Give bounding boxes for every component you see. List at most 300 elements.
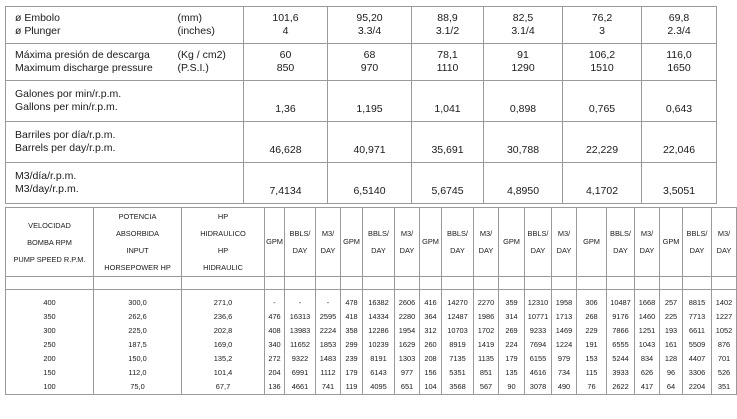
- data-spacer-row: [6, 277, 737, 290]
- cell-value: 1251: [638, 326, 656, 335]
- cell-value: 10703: [447, 326, 468, 335]
- cell-value: 2204: [688, 382, 706, 391]
- data-header-row: [6, 208, 737, 277]
- bbls-day-cell: [285, 338, 316, 352]
- bbls-day-cell: [363, 338, 395, 352]
- spec-value-single: 7,4134: [269, 184, 302, 197]
- gpm-cell: [499, 324, 525, 338]
- spacer-cell: [316, 277, 341, 290]
- m3-day-cell: [635, 310, 660, 324]
- spec-label: [6, 7, 176, 44]
- header-bbls-day: [683, 208, 712, 277]
- header-gpm-text: GPM: [503, 237, 520, 246]
- cell-value: 5509: [688, 340, 706, 349]
- cell-value: 3933: [612, 368, 629, 377]
- cell-value: 9322: [291, 354, 309, 363]
- cell-value: -: [326, 298, 330, 307]
- gpm-cell: [577, 310, 607, 324]
- bbls-day-cell: [442, 380, 474, 395]
- gpm-cell: [420, 290, 442, 311]
- header-m3-line: M3/: [640, 229, 654, 238]
- bbls-day-cell: [285, 324, 316, 338]
- gpm-cell: [499, 366, 525, 380]
- header-hydraulic-hp-line: HIDRAULICO: [200, 229, 246, 238]
- cell-value: 272: [268, 354, 281, 363]
- gpm-cell: [341, 366, 363, 380]
- header-gpm-text: GPM: [583, 237, 600, 246]
- m3-day-cell: [712, 324, 737, 338]
- spec-value: [642, 122, 717, 163]
- cell-value: 193: [664, 326, 678, 335]
- cell-value: 96: [666, 368, 676, 377]
- m3-day-cell: [316, 366, 341, 380]
- spec-value-single: 22,046: [662, 143, 696, 156]
- gpm-cell: [265, 380, 285, 395]
- m3-day-cell: [635, 338, 660, 352]
- hydraulic-hp-value: 202,8: [213, 326, 233, 335]
- bbls-day-cell: [442, 338, 474, 352]
- spacer-cell: [635, 277, 660, 290]
- rpm-value: 250: [43, 340, 56, 349]
- m3-day-cell: [316, 380, 341, 395]
- spec-unit: [176, 7, 244, 44]
- cell-value: 1469: [555, 326, 573, 335]
- cell-value: 626: [640, 368, 654, 377]
- rpm-cell: [6, 338, 94, 352]
- hydraulic-hp-cell: [182, 310, 265, 324]
- header-m3-day: [712, 208, 737, 277]
- bbls-day-cell: [683, 338, 712, 352]
- cell-value: 12487: [447, 312, 468, 321]
- gpm-cell: [660, 290, 683, 311]
- header-bbls-line: DAY: [371, 246, 386, 255]
- gpm-cell: [420, 324, 442, 338]
- spec-row: [6, 163, 717, 204]
- bbls-day-cell: [607, 338, 635, 352]
- spec-row: [6, 122, 717, 163]
- cell-value: 314: [505, 312, 518, 321]
- input-hp-cell: [94, 366, 182, 380]
- cell-value: 4095: [370, 382, 387, 391]
- cell-value: 11652: [289, 340, 310, 349]
- spec-value-single: 4,8950: [506, 184, 540, 197]
- bbls-day-cell: [442, 366, 474, 380]
- bbls-day-cell: [607, 324, 635, 338]
- rpm-cell: [6, 380, 94, 395]
- m3-day-cell: [474, 380, 499, 395]
- gpm-cell: [577, 366, 607, 380]
- hydraulic-hp-cell: [182, 380, 265, 395]
- header-m3-day: [552, 208, 577, 277]
- header-gpm-text: GPM: [662, 237, 680, 246]
- cell-value: 153: [585, 354, 598, 363]
- gpm-cell: [660, 310, 683, 324]
- header-gpm-text: GPM: [343, 237, 360, 246]
- bbls-day-cell: [363, 324, 395, 338]
- m3-day-cell: [635, 324, 660, 338]
- hydraulic-hp-value: 271,0: [213, 298, 233, 307]
- cell-value: 979: [557, 354, 571, 363]
- spec-unit: [176, 81, 244, 122]
- bbls-day-cell: [683, 366, 712, 380]
- spec-value: [244, 44, 328, 81]
- header-gpm: [420, 208, 442, 277]
- spacer-cell: [499, 277, 525, 290]
- m3-day-cell: [712, 380, 737, 395]
- cell-value: 6143: [370, 368, 387, 377]
- header-input-horsepower: [94, 208, 182, 277]
- rpm-value: 200: [43, 354, 56, 363]
- spec-unit-es: [178, 129, 240, 142]
- bbls-day-cell: [442, 324, 474, 338]
- spacer-cell: [525, 277, 552, 290]
- header-bbls-line: BBLS/: [610, 229, 631, 238]
- spec-unit-en: (P.S.I.): [177, 62, 209, 74]
- cell-value: 1460: [638, 312, 656, 321]
- spec-value-single: 4,1702: [585, 184, 619, 197]
- cell-value: 12286: [368, 326, 389, 335]
- bbls-day-cell: [607, 380, 635, 395]
- spacer-cell: [552, 277, 577, 290]
- cell-value: 1052: [715, 326, 733, 335]
- spec-value-single: 35,691: [431, 143, 464, 156]
- gpm-cell: [265, 338, 285, 352]
- header-pump-speed-line: PUMP SPEED R.P.M.: [13, 254, 86, 264]
- bbls-day-cell: [442, 290, 474, 311]
- gpm-cell: [265, 290, 285, 311]
- header-bbls-line: DAY: [613, 246, 628, 255]
- m3-day-cell: [474, 290, 499, 311]
- spec-value-single: 40,971: [353, 143, 386, 156]
- rpm-cell: [6, 352, 94, 366]
- gpm-cell: [341, 352, 363, 366]
- spacer-cell: [577, 277, 607, 290]
- m3-day-cell: [635, 352, 660, 366]
- header-gpm: [341, 208, 363, 277]
- header-m3-line: M3/: [321, 229, 335, 238]
- cell-value: 257: [664, 298, 678, 307]
- cell-value: 6991: [291, 368, 309, 377]
- spacer-cell: [395, 277, 420, 290]
- cell-value: 876: [717, 340, 731, 349]
- bbls-day-cell: [607, 310, 635, 324]
- header-m3-line: DAY: [320, 246, 336, 255]
- cell-value: 1112: [320, 368, 336, 377]
- m3-day-cell: [474, 310, 499, 324]
- bbls-day-cell: [525, 310, 552, 324]
- input-hp-value: 150,0: [128, 354, 147, 363]
- spec-value-top: 106,2: [588, 49, 616, 61]
- spec-unit-en: [178, 142, 240, 155]
- pump-performance-table: [5, 207, 737, 395]
- spec-label-es: ø Embolo: [15, 12, 60, 24]
- header-m3-line: DAY: [716, 246, 732, 255]
- spec-label-es: Máxima presión de descarga: [15, 49, 150, 61]
- m3-day-cell: [474, 338, 499, 352]
- spec-value-bottom: 2.3/4: [667, 25, 691, 37]
- cell-value: 417: [640, 382, 654, 391]
- spec-value: [642, 7, 717, 44]
- cell-value: 408: [268, 326, 281, 335]
- spec-unit-en: [178, 183, 240, 196]
- input-hp-value: 75,0: [130, 382, 145, 391]
- cell-value: 104: [424, 382, 437, 391]
- cell-value: 6611: [689, 326, 705, 335]
- header-m3-line: M3/: [557, 229, 571, 238]
- m3-day-cell: [316, 324, 341, 338]
- bbls-day-cell: [607, 290, 635, 311]
- spec-value: [412, 122, 484, 163]
- m3-day-cell: [474, 324, 499, 338]
- header-pump-speed-line: VELOCIDAD: [28, 220, 71, 230]
- cell-value: 701: [717, 354, 731, 363]
- spec-value: [412, 7, 484, 44]
- cell-value: 8191: [370, 354, 387, 363]
- bbls-day-cell: [285, 380, 316, 395]
- spacer-cell: [182, 277, 265, 290]
- m3-day-cell: [635, 380, 660, 395]
- cell-value: 5244: [612, 354, 629, 363]
- m3-day-cell: [712, 290, 737, 311]
- cell-value: 136: [268, 382, 281, 391]
- cell-value: 977: [400, 368, 414, 377]
- spec-value-single: 0,765: [588, 102, 616, 115]
- gpm-cell: [577, 324, 607, 338]
- spec-value-bottom: 3: [599, 25, 605, 37]
- spec-value: [328, 81, 412, 122]
- header-bbls-day: [285, 208, 316, 277]
- header-bbls-line: BBLS/: [447, 229, 468, 238]
- m3-day-cell: [552, 338, 577, 352]
- cell-value: 3568: [449, 382, 466, 391]
- input-hp-value: 225,0: [128, 326, 147, 335]
- header-m3-line: DAY: [399, 246, 415, 255]
- cell-value: 359: [505, 298, 518, 307]
- gpm-cell: [420, 310, 442, 324]
- cell-value: 2270: [477, 298, 495, 307]
- cell-value: 2622: [612, 382, 629, 391]
- bbls-day-cell: [525, 352, 552, 366]
- bbls-day-cell: [363, 380, 395, 395]
- spec-unit: [176, 122, 244, 163]
- cell-value: 1419: [477, 340, 495, 349]
- spec-value: [563, 163, 642, 204]
- cell-value: 208: [424, 354, 437, 363]
- hydraulic-hp-cell: [182, 338, 265, 352]
- bbls-day-cell: [607, 366, 635, 380]
- m3-day-cell: [552, 324, 577, 338]
- cell-value: 225: [664, 312, 678, 321]
- spec-value-bottom: 4: [282, 25, 289, 37]
- spec-value: [328, 122, 412, 163]
- header-hydraulic-hp-line: HIDRAULIC: [203, 263, 243, 272]
- m3-day-cell: [316, 338, 341, 352]
- spec-value: [563, 44, 642, 81]
- m3-day-cell: [712, 352, 737, 366]
- spec-value: [244, 163, 328, 204]
- cell-value: 476: [268, 312, 281, 321]
- hydraulic-hp-value: 169,0: [213, 340, 233, 349]
- spec-value: [328, 163, 412, 204]
- spec-value-bottom: 3.1/4: [511, 25, 535, 37]
- m3-day-cell: [712, 338, 737, 352]
- header-gpm: [577, 208, 607, 277]
- rpm-value: 400: [43, 298, 56, 307]
- cell-value: 6155: [529, 354, 547, 363]
- spec-value: [484, 7, 563, 44]
- header-m3-line: DAY: [478, 246, 494, 255]
- spec-label-en: Barrels per day/r.p.m.: [15, 142, 116, 154]
- spec-label-en: Gallons per min/r.p.m.: [15, 101, 118, 113]
- bbls-day-cell: [607, 352, 635, 366]
- input-hp-value: 187,5: [128, 340, 147, 349]
- spacer-cell: [363, 277, 395, 290]
- spec-unit-es: (mm): [177, 12, 202, 24]
- m3-day-cell: [395, 380, 420, 395]
- cell-value: 13983: [289, 326, 311, 335]
- cell-value: 1402: [715, 298, 733, 307]
- bbls-day-cell: [683, 290, 712, 311]
- cell-value: 179: [505, 354, 518, 363]
- spec-value-top: 76,2: [591, 12, 613, 24]
- spec-value-bottom: 1650: [667, 62, 691, 74]
- header-hydraulic-hp: [182, 208, 265, 277]
- header-m3-line: M3/: [717, 229, 731, 238]
- spec-value: [412, 44, 484, 81]
- cell-value: 734: [557, 368, 571, 377]
- spec-label: [6, 81, 176, 122]
- gpm-cell: [499, 290, 525, 311]
- cell-value: 115: [585, 368, 598, 377]
- table-row: [6, 352, 737, 366]
- cell-value: 204: [268, 368, 281, 377]
- spacer-cell: [712, 277, 737, 290]
- input-hp-cell: [94, 380, 182, 395]
- cell-value: 478: [345, 298, 358, 307]
- header-input-horsepower-line: ABSORBIDA: [115, 229, 160, 238]
- header-input-horsepower-line: POTENCIA: [118, 212, 157, 221]
- header-hydraulic-hp-line: HP: [217, 246, 229, 255]
- cell-value: 156: [424, 368, 437, 377]
- rpm-value: 100: [43, 382, 56, 391]
- spec-value: [642, 163, 717, 204]
- spec-value-bottom: 1110: [436, 62, 459, 74]
- header-gpm-text: GPM: [422, 237, 439, 246]
- spec-value-single: 1,36: [275, 102, 296, 115]
- gpm-cell: [499, 338, 525, 352]
- cell-value: 128: [664, 354, 678, 363]
- gpm-cell: [660, 380, 683, 395]
- rpm-value: 300: [43, 326, 56, 335]
- bbls-day-cell: [525, 380, 552, 395]
- rpm-value: 350: [43, 312, 56, 321]
- cell-value: 1954: [398, 326, 416, 335]
- spacer-cell: [285, 277, 316, 290]
- spec-label-es: M3/día/r.p.m.: [15, 170, 77, 182]
- cell-value: 7135: [449, 354, 466, 363]
- gpm-cell: [577, 290, 607, 311]
- spec-value: [563, 122, 642, 163]
- spec-label: [6, 163, 176, 204]
- table-row: [6, 366, 737, 380]
- m3-day-cell: [712, 310, 737, 324]
- m3-day-cell: [552, 366, 577, 380]
- table-row: [6, 310, 737, 324]
- cell-value: 4407: [688, 354, 706, 363]
- m3-day-cell: [395, 352, 420, 366]
- gpm-cell: [660, 366, 683, 380]
- gpm-cell: [341, 324, 363, 338]
- header-m3-day: [316, 208, 341, 277]
- cell-value: 1303: [398, 354, 416, 363]
- header-gpm: [499, 208, 525, 277]
- spec-value-bottom: 850: [276, 62, 295, 74]
- spec-value-single: 30,788: [506, 143, 540, 156]
- header-bbls-line: DAY: [292, 246, 308, 255]
- spec-value: [484, 163, 563, 204]
- input-hp-cell: [94, 338, 182, 352]
- spec-value-single: 1,041: [434, 102, 461, 115]
- m3-day-cell: [395, 290, 420, 311]
- header-m3-line: DAY: [556, 246, 572, 255]
- cell-value: 119: [345, 382, 358, 391]
- cell-value: 1713: [555, 312, 573, 321]
- rpm-value: 150: [43, 368, 56, 377]
- cell-value: 9176: [612, 312, 629, 321]
- spec-value: [484, 122, 563, 163]
- cell-value: 12310: [527, 298, 549, 307]
- header-pump-speed: [6, 208, 94, 277]
- spec-value-bottom: 3.3/4: [357, 25, 382, 37]
- cell-value: 7866: [612, 326, 629, 335]
- bbls-day-cell: [525, 366, 552, 380]
- header-bbls-line: DAY: [450, 246, 465, 255]
- cell-value: 9233: [529, 326, 547, 335]
- bbls-day-cell: [285, 352, 316, 366]
- spec-value: [328, 7, 412, 44]
- gpm-cell: [499, 310, 525, 324]
- table-row: [6, 380, 737, 395]
- header-m3-line: DAY: [639, 246, 655, 255]
- cell-value: 3078: [529, 382, 547, 391]
- spec-unit-es: [178, 88, 240, 101]
- cell-value: 741: [321, 382, 335, 391]
- spacer-cell: [94, 277, 182, 290]
- header-input-horsepower-line: HORSEPOWER HP: [104, 263, 171, 272]
- cell-value: 6555: [612, 340, 629, 349]
- spec-label-en: ø Plunger: [15, 25, 61, 37]
- bbls-day-cell: [442, 310, 474, 324]
- spacer-cell: [265, 277, 285, 290]
- spec-value: [563, 7, 642, 44]
- bbls-day-cell: [363, 290, 395, 311]
- spec-value-single: 1,195: [356, 102, 383, 115]
- spec-value: [244, 81, 328, 122]
- spec-value-bottom: 3.1/2: [435, 25, 460, 37]
- cell-value: 10771: [527, 312, 549, 321]
- rpm-cell: [6, 290, 94, 311]
- cell-value: 7713: [688, 312, 706, 321]
- bbls-day-cell: [683, 324, 712, 338]
- cell-value: 14334: [368, 312, 389, 321]
- cell-value: 2280: [398, 312, 416, 321]
- gpm-cell: [341, 338, 363, 352]
- header-bbls-day: [607, 208, 635, 277]
- spec-value: [412, 81, 484, 122]
- spec-value: [642, 44, 717, 81]
- cell-value: 1958: [555, 298, 573, 307]
- spec-value: [484, 81, 563, 122]
